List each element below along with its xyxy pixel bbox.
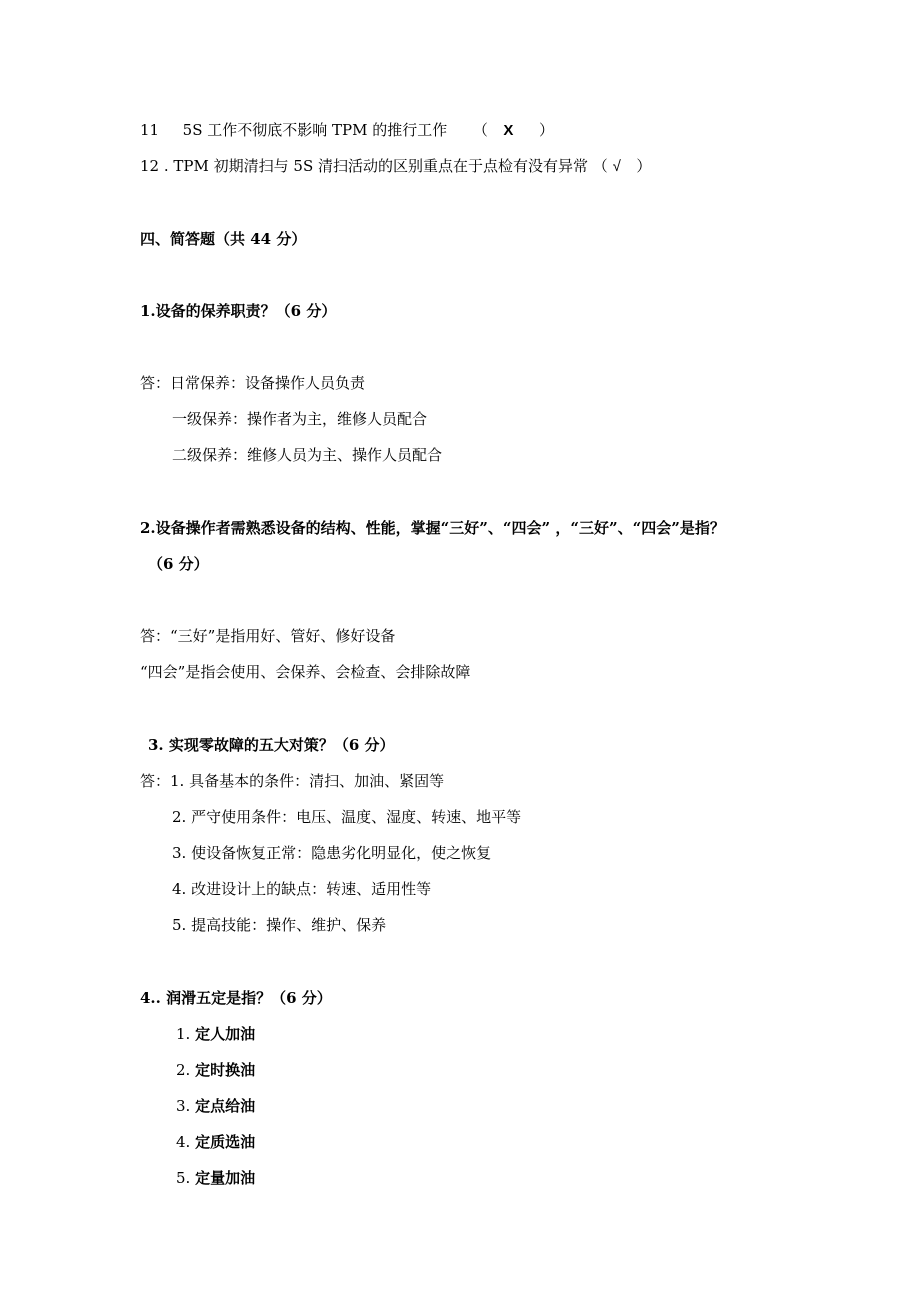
item-number: 12 . [140,157,169,175]
judgment-item-12 [140,156,651,177]
paren-open: （ [472,121,488,139]
question-3-answer-line-2: 2. 严守使用条件：电压、温度、湿度、转速、地平等 [172,808,522,826]
answer-mark: X [503,122,514,139]
question-3-answer-line-3: 3. 使设备恢复正常：隐患劣化明显化，使之恢复 [172,844,492,862]
item-number: 1. [176,1025,191,1043]
paren-close: ） [636,157,652,175]
question-3-answer-line-5: 5. 提高技能：操作、维护、保养 [172,916,387,934]
item-text: 定人加油 [195,1025,256,1043]
question-2-answer-line-1: 答：“三好”是指用好、管好、修好设备 [140,627,396,645]
item-number: 3. [176,1097,191,1115]
question-2-title-line-2: （6 分） [148,555,209,573]
paren-close: ） [538,121,554,139]
question-4-item-3 [176,1096,255,1116]
item-number: 5. [176,1169,191,1187]
paren-open: （ [592,157,608,175]
question-4-title: 4.. 润滑五定是指？（6 分） [140,989,332,1007]
item-number: 2. [176,1061,191,1079]
question-4-item-1 [176,1024,255,1044]
question-4-item-4 [176,1132,255,1152]
judgment-item-11 [140,120,554,141]
item-number: 11 [140,121,160,139]
item-text: TPM 初期清扫与 5S 清扫活动的区别重点在于点检有没有异常 [173,157,588,175]
answer-mark: √ [612,158,621,175]
item-text: 定质选油 [195,1133,256,1151]
item-text: 定时换油 [195,1061,256,1079]
item-text: 定点给油 [195,1097,256,1115]
question-2-title-line-1: 2.设备操作者需熟悉设备的结构、性能，掌握“三好”、“四会” ，“三好”、“四会”是指？ [140,519,725,537]
question-1-answer-line-2: 一级保养：操作者为主，维修人员配合 [172,410,428,428]
question-3-answer-line-4: 4. 改进设计上的缺点：转速、适用性等 [172,880,432,898]
question-1-answer-line-3: 二级保养：维修人员为主、操作人员配合 [172,446,443,464]
item-text: 定量加油 [195,1169,256,1187]
question-4-item-5 [176,1168,255,1188]
item-text: 5S 工作不彻底不影响 TPM 的推行工作 [182,121,448,139]
question-3-answer-line-1: 答：1. 具备基本的条件：清扫、加油、紧固等 [140,772,445,790]
question-3-title: 3. 实现零故障的五大对策？（6 分） [148,736,395,754]
question-1-answer-line-1: 答：日常保养：设备操作人员负责 [140,374,366,392]
question-2-answer-line-2: “四会”是指会使用、会保养、会检查、会排除故障 [140,663,471,681]
question-4-item-2 [176,1060,255,1080]
item-number: 4. [176,1133,191,1151]
question-1-title: 1.设备的保养职责？（6 分） [140,302,337,320]
section-title: 四、简答题（共 44 分） [140,230,307,248]
